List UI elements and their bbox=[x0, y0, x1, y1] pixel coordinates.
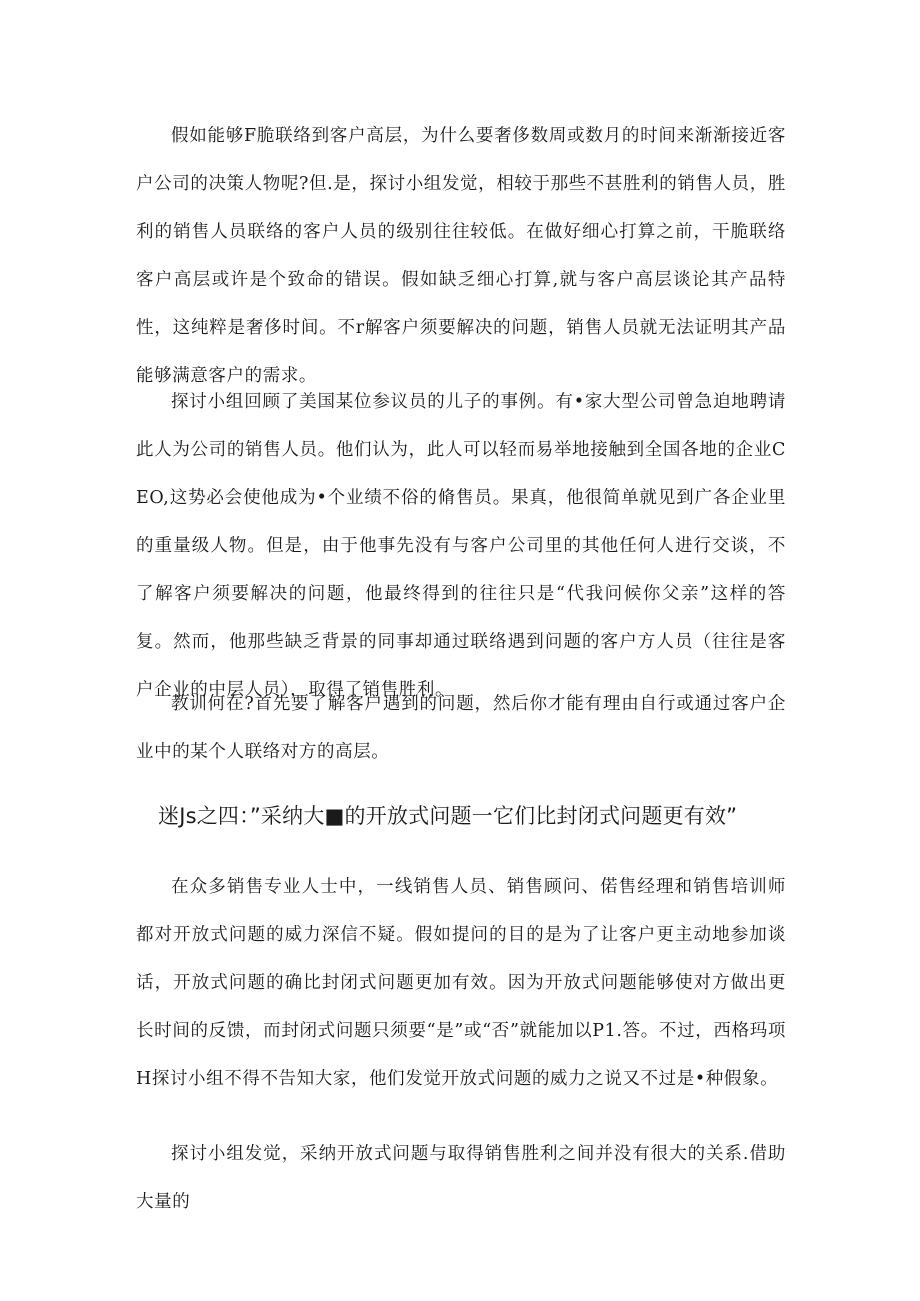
body-paragraph: 探讨小组回顾了美国某位参议员的儿子的事例。有•家大型公司曾急迫地聘请此人为公司的销售人员。他们认为，此人可以轻而易举地接触到全国各地的企业CEO,这势必会使他成为•个业绩不俗的脩售员。果真，他很简单就见到广各企业里的重量级人物。但是，由于他事先没有与客户公司里的其他任何人进行交谈，不了解客户须要解决的问题，他最终得到的往往只是“代我问候你父亲”这样的答复。然而，他那些缺乏背景的同事却通过联络遇到问题的客户方人员（往往是客户企业的中层人员），取得了销售胜利。 bbox=[136, 392, 786, 700]
body-paragraph: 假如能够F脆联络到客户高层，为什么要奢侈数周或数月的时间来渐渐接近客户公司的决策人物呢?但.是，探讨小组发觉，相较于那些不甚胜利的销售人员，胜利的销售人员联络的客户人员的级别往往较低。在做好细心打算之前，干脆联络客户高层或许是个致命的错误。假如缺乏细心打算,就与客户高层谈论其产品特性，这纯粹是奢侈时间。不r解客户须要解决的问题，销售人员就无法证明其产品能够满意客户的需求。 bbox=[136, 126, 786, 386]
body-paragraph: 探讨小组发觉，采纳开放式问题与取得销售胜利之间并没有很大的关系.借助大量的 bbox=[136, 1144, 786, 1212]
section-heading: 迷Js之四：”采纳大■的开放式问题一它们比封闭式问题更有效” bbox=[158, 804, 738, 828]
body-paragraph: 教训何在?首先要了解客户遇到的问题，然后你才能有理由自行或通过客户企业中的某个人联络对方的高层。 bbox=[136, 694, 786, 762]
body-paragraph: 在众多销售专业人士中，一线销售人员、销售顾问、偌售经理和销售培训师都对开放式问题的威力深信不疑。假如提问的目的是为了让客户更主动地参加谈话，开放式问题的确比封闭式问题更加有效。因为开放式问题能够使对方做出更长时间的反馈，而封闭式问题只须要“是”或“否”就能加以P1.答。不过，西格玛项H探讨小组不得不告知大家，他们发觉开放式问题的威力之说又不过是•种假象。 bbox=[136, 877, 786, 1089]
